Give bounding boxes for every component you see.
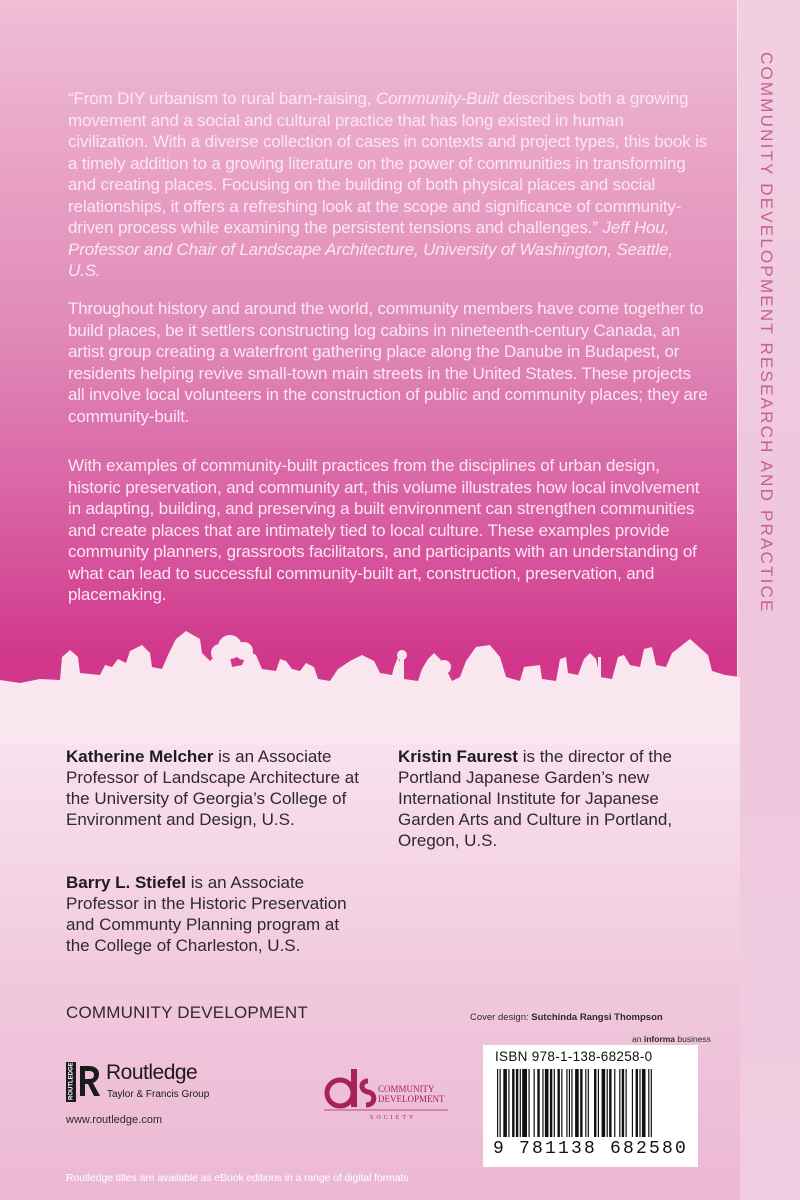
society-line-2: DEVELOPMENT [378, 1094, 445, 1104]
society-line-1: COMMUNITY [378, 1084, 435, 1094]
cover-design-credit [470, 1012, 663, 1023]
endorsement-quote [68, 88, 708, 282]
quote-part1: “From DIY urbanism to rural barn-raising, [68, 89, 376, 108]
barcode-digits: 9 781138 682580 [492, 1139, 689, 1159]
author-name: Barry L. Stiefel [66, 873, 186, 892]
cover-credit-label: Cover design: [470, 1012, 532, 1023]
informa-business-tag [632, 1034, 711, 1044]
community-development-society-logo-icon [322, 1065, 452, 1121]
publisher-group: Taylor & Francis Group [107, 1089, 210, 1100]
isbn-barcode-box [483, 1045, 698, 1167]
spine-title [756, 52, 786, 652]
informa-prefix: an [632, 1034, 644, 1044]
quote-book-title: Community-Built [376, 89, 499, 108]
publisher-website-link[interactable]: www.routledge.com [66, 1114, 162, 1126]
skyline-illustration [0, 595, 740, 745]
informa-suffix: business [675, 1034, 711, 1044]
series-title: COMMUNITY DEVELOPMENT RESEARCH AND PRACTICE [757, 52, 776, 614]
subject-category: COMMUNITY DEVELOPMENT [66, 1003, 308, 1022]
description-paragraph-2: With examples of community-built practices from the disciplines of urban design, historic preservation, and community art, this volume illustrates how local involvement in adapting, building, and preserving a built environment can strengthen communities and create places that are intimately tied to local culture. These examples provide community planners, grassroots facilitators, and participants with an understanding of what can lead to successful community-built art, construction, preservation, and placemaking. [68, 456, 700, 604]
barcode-icon [497, 1069, 693, 1137]
quote-part2: describes both a growing movement and a social and cultural practice that has long existed in human civilization. With a diverse collection of cases in contexts and project types, this book is a timely addition to a growing literature on the power of communities in transforming and creating places. Focusing on the building of both physical places and social relationships, it offers a refreshing look at the scope and significance of community-driven process while examining the persistent tensions and challenges.” [68, 89, 708, 237]
description-paragraph-1: Throughout history and around the world, community members have come together to build places, be it settlers constructing log cabins in nineteenth-century Canada, an artist group creating a waterfront gathering place along the Danube in Budapest, or residents helping revive small-town main streets in the United States. These projects all involve local volunteers in the construction of public and community places; they are community-built. [68, 299, 708, 426]
quote-attribution: Jeff Hou, Professor and Chair of Landscape Architecture, University of Washington, Seattle, U.S. [68, 218, 673, 280]
author-bio-stiefel [66, 872, 366, 956]
publisher-name: Routledge [106, 1061, 198, 1084]
ebook-availability-note: Routledge titles are available as eBook editions in a range of digital formats [66, 1172, 409, 1184]
author-bio-faurest [398, 746, 708, 851]
isbn-number: ISBN 978-1-138-68258-0 [495, 1049, 653, 1064]
routledge-logo-text: ROUTLEDGE [68, 1062, 75, 1100]
author-name: Katherine Melcher [66, 747, 214, 766]
author-bio-text: is an Associate Professor of Landscape Architecture at the University of Georgia’s College of Environment and Design, U.S. [66, 747, 359, 829]
cover-designer: Sutchinda Rangsi Thompson [531, 1012, 663, 1023]
spine [737, 0, 800, 1200]
routledge-logo-icon [66, 1062, 102, 1102]
informa-brand: informa [643, 1034, 675, 1044]
author-bio-melcher [66, 746, 366, 830]
author-bio-text: is an Associate Professor in the Historic Preservation and Communty Planning program at the College of Charleston, U.S. [66, 873, 347, 955]
author-bio-text: is the director of the Portland Japanese Garden’s new International Institute for Japanese Garden Arts and Culture in Portland, Oregon, U.S. [398, 747, 673, 850]
society-line-3: SOCIETY [370, 1115, 417, 1121]
author-name: Kristin Faurest [398, 747, 518, 766]
